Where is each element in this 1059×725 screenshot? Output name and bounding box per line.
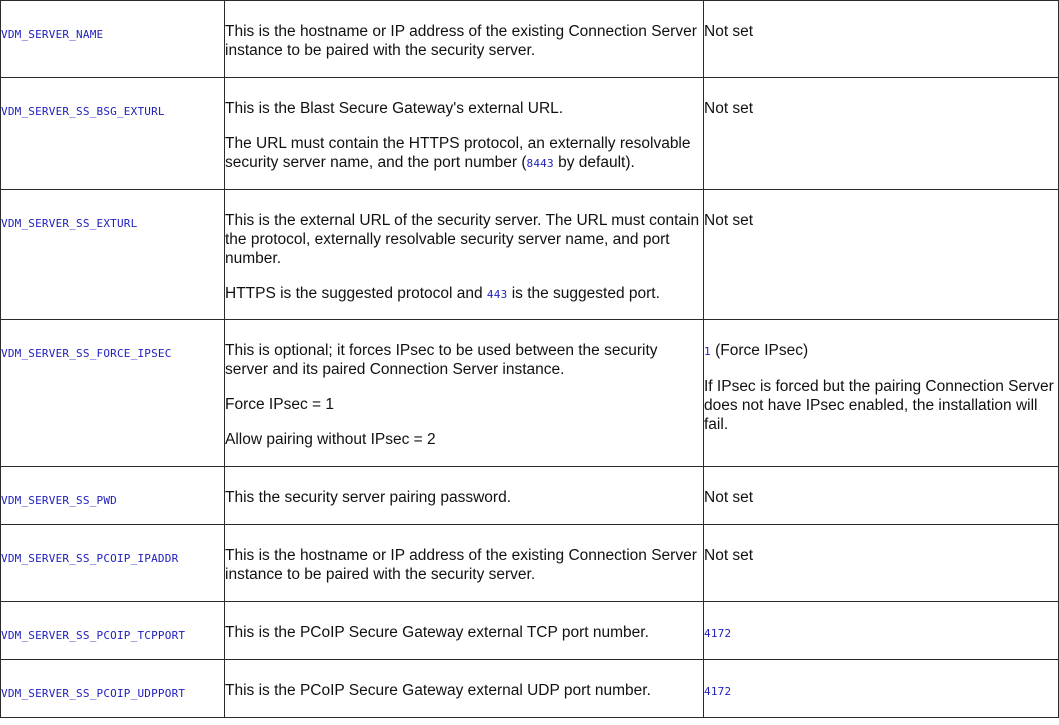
description-text: HTTPS is the suggested protocol and 443 is the suggested port. <box>225 285 660 302</box>
default-value <box>704 602 1058 643</box>
property-name-cell <box>1 320 225 467</box>
default-value-cell <box>704 190 1059 320</box>
description-cell <box>225 190 704 320</box>
default-value: Not set <box>704 489 754 506</box>
description-text: This is the PCoIP Secure Gateway external TCP port number. <box>225 624 649 641</box>
default-code: 1 <box>704 345 711 358</box>
property-name-cell <box>1 602 225 660</box>
description-cell <box>225 1 704 78</box>
property-name-cell <box>1 660 225 718</box>
property-name: VDM_SERVER_SS_PCOIP_IPADDR <box>1 552 179 565</box>
table-row <box>1 602 1059 660</box>
port-code: 443 <box>486 288 508 301</box>
description-cell <box>225 320 704 467</box>
description-text: Allow pairing without IPsec = 2 <box>225 431 436 448</box>
description-cell <box>225 78 704 190</box>
default-value: Not set <box>704 547 754 564</box>
property-name-cell <box>1 525 225 602</box>
port-code: 8443 <box>526 157 554 170</box>
property-name: VDM_SERVER_SS_FORCE_IPSEC <box>1 347 172 360</box>
description-text: This is the hostname or IP address of the existing Connection Server instance to be paired with the security server. <box>225 547 697 583</box>
default-value: Not set <box>704 23 754 40</box>
default-value: Not set <box>704 212 754 229</box>
table-row <box>1 525 1059 602</box>
property-name: VDM_SERVER_NAME <box>1 28 104 41</box>
description-cell <box>225 660 704 718</box>
default-value <box>704 660 1058 701</box>
default-value-cell <box>704 660 1059 718</box>
description-cell <box>225 602 704 660</box>
default-value: 1 (Force IPsec) <box>704 342 809 359</box>
property-name: VDM_SERVER_SS_BSG_EXTURL <box>1 105 165 118</box>
default-value-cell <box>704 1 1059 78</box>
description-text: Force IPsec = 1 <box>225 396 334 413</box>
property-name: VDM_SERVER_SS_PCOIP_UDPPORT <box>1 687 186 700</box>
table-row <box>1 320 1059 467</box>
default-value-cell <box>704 320 1059 467</box>
property-name: VDM_SERVER_SS_PCOIP_TCPPORT <box>1 629 186 642</box>
description-text: This is optional; it forces IPsec to be used between the security server and its paired Connection Server instance. <box>225 342 658 378</box>
default-value-cell <box>704 525 1059 602</box>
table-row <box>1 660 1059 718</box>
description-text: This is the PCoIP Secure Gateway external UDP port number. <box>225 682 651 699</box>
property-name-cell <box>1 190 225 320</box>
property-name: VDM_SERVER_SS_EXTURL <box>1 217 138 230</box>
default-value-cell <box>704 467 1059 525</box>
property-name: VDM_SERVER_SS_PWD <box>1 494 117 507</box>
description-text: The URL must contain the HTTPS protocol, an externally resolvable security server name, and the port number (8443 by default). <box>225 135 691 171</box>
default-note: If IPsec is forced but the pairing Connection Server does not have IPsec enabled, the installation will fail. <box>704 378 1054 433</box>
table-row <box>1 78 1059 190</box>
property-name-cell <box>1 78 225 190</box>
default-code: 4172 <box>704 685 732 698</box>
table-row <box>1 190 1059 320</box>
default-value-cell <box>704 602 1059 660</box>
description-cell <box>225 525 704 602</box>
property-name-cell <box>1 1 225 78</box>
description-text: This is the Blast Secure Gateway's external URL. <box>225 100 564 117</box>
description-cell <box>225 467 704 525</box>
property-name-cell <box>1 467 225 525</box>
default-value: Not set <box>704 100 754 117</box>
description-text: This the security server pairing password. <box>225 489 512 506</box>
description-text: This is the external URL of the security server. The URL must contain the protocol, externally resolvable security server name, and port number. <box>225 212 700 267</box>
description-text: This is the hostname or IP address of the existing Connection Server instance to be paired with the security server. <box>225 23 697 59</box>
table-row <box>1 1 1059 78</box>
table-row <box>1 467 1059 525</box>
default-code: 4172 <box>704 627 732 640</box>
default-value-cell <box>704 78 1059 190</box>
